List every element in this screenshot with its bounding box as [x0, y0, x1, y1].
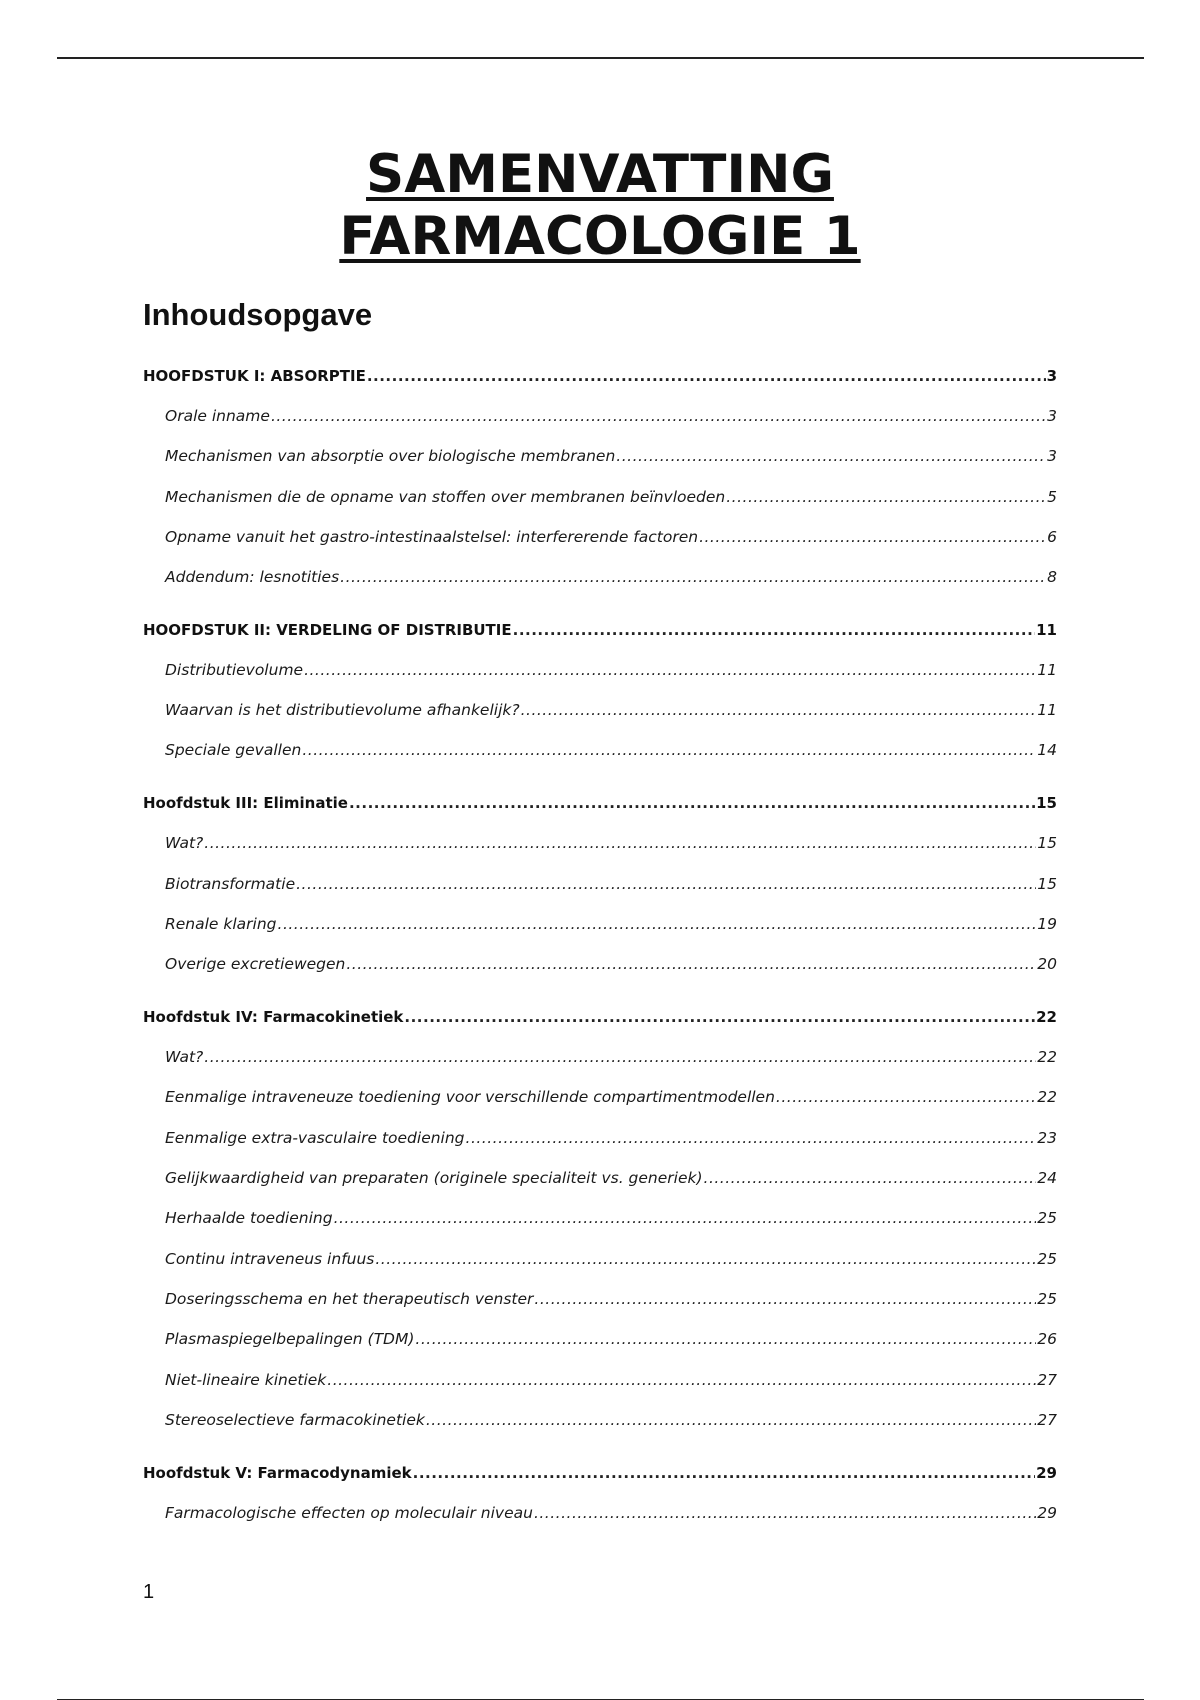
toc-leader-dots: [271, 405, 1046, 427]
toc-entry-label: Hoofdstuk III: Eliminatie: [143, 794, 348, 812]
toc-entry[interactable]: [165, 486, 1057, 508]
toc-heading: Inhoudsopgave: [143, 297, 373, 332]
toc-entry[interactable]: [165, 1409, 1057, 1431]
toc-entry-label: Distributievolume: [165, 661, 304, 679]
toc-entry-label: Niet-lineaire kinetiek: [165, 1371, 327, 1389]
toc-entry-page: 8: [1047, 568, 1057, 586]
toc-entry[interactable]: [165, 832, 1057, 854]
toc-entry-label: Mechanismen die de opname van stoffen over membranen beïnvloeden: [165, 488, 726, 506]
toc-entry-label: Mechanismen van absorptie over biologische membranen: [165, 447, 616, 465]
toc-entry-page: 15: [1037, 875, 1057, 893]
toc-entry[interactable]: [165, 1248, 1057, 1270]
toc-entry-label: Farmacologische effecten op moleculair niveau: [165, 1504, 533, 1522]
toc-entry[interactable]: [165, 953, 1057, 975]
toc-entry-chapter-2[interactable]: [143, 619, 1057, 641]
page-number: 1: [143, 1581, 155, 1603]
toc-entry-page: 26: [1037, 1330, 1057, 1348]
toc-entry-label: Renale klaring: [165, 915, 277, 933]
toc-entry[interactable]: [165, 1167, 1057, 1189]
toc-entry[interactable]: [165, 699, 1057, 721]
toc-entry-page: 29: [1037, 1504, 1057, 1522]
toc-leader-dots: [296, 873, 1036, 895]
toc-entry-chapter-3[interactable]: [143, 792, 1057, 814]
toc-entry[interactable]: [165, 739, 1057, 761]
toc-entry-page: 25: [1037, 1290, 1057, 1308]
document-title: [0, 144, 1200, 268]
toc-entry-label: Doseringsschema en het therapeutisch venster: [165, 1290, 534, 1308]
toc-entry-label: Stereoselectieve farmacokinetiek: [165, 1411, 425, 1429]
toc-entry[interactable]: [165, 1502, 1057, 1524]
toc-entry-label: Plasmaspiegelbepalingen (TDM): [165, 1330, 415, 1348]
toc-leader-dots: [367, 365, 1046, 387]
toc-entry-page: 22: [1036, 1008, 1057, 1026]
toc-leader-dots: [346, 953, 1036, 975]
toc-entry-label: Hoofdstuk IV: Farmacokinetiek: [143, 1008, 404, 1026]
toc-entry-page: 25: [1037, 1209, 1057, 1227]
toc-leader-dots: [415, 1328, 1036, 1350]
toc-entry[interactable]: [165, 659, 1057, 681]
toc-leader-dots: [404, 1006, 1035, 1028]
toc-entry-page: 5: [1047, 488, 1057, 506]
toc-entry-label: Eenmalige extra-vasculaire toediening: [165, 1129, 465, 1147]
toc-leader-dots: [426, 1409, 1036, 1431]
toc-entry-label: Orale inname: [165, 407, 270, 425]
toc-entry-page: 15: [1036, 794, 1057, 812]
toc-entry-label: Biotransformatie: [165, 875, 296, 893]
toc-leader-dots: [521, 699, 1037, 721]
toc-entry-page: 23: [1037, 1129, 1057, 1147]
toc-leader-dots: [534, 1288, 1036, 1310]
toc-entry-page: 29: [1036, 1464, 1057, 1482]
toc-entry[interactable]: [165, 445, 1057, 467]
toc-entry-page: 11: [1037, 661, 1057, 679]
toc-entry-label: Addendum: lesnotities: [165, 568, 340, 586]
toc-entry[interactable]: [165, 1328, 1057, 1350]
title-line-1: SAMENVATTING: [366, 144, 834, 205]
toc-entry-label: HOOFDSTUK II: VERDELING OF DISTRIBUTIE: [143, 621, 512, 639]
toc-entry-page: 6: [1047, 528, 1057, 546]
toc-leader-dots: [699, 526, 1046, 548]
toc-entry-label: Herhaalde toediening: [165, 1209, 333, 1227]
toc-leader-dots: [204, 832, 1036, 854]
toc-entry-label: Hoofdstuk V: Farmacodynamiek: [143, 1464, 412, 1482]
toc-leader-dots: [327, 1369, 1036, 1391]
toc-entry[interactable]: [165, 1046, 1057, 1068]
toc-entry-page: 22: [1037, 1088, 1057, 1106]
toc-entry-label: Waarvan is het distributievolume afhankelijk?: [165, 701, 520, 719]
toc-entry-label: HOOFDSTUK I: ABSORPTIE: [143, 367, 366, 385]
toc-leader-dots: [375, 1248, 1036, 1270]
toc-entry[interactable]: [165, 405, 1057, 427]
toc-entry-page: 3: [1046, 367, 1057, 385]
toc-entry-page: 3: [1047, 447, 1057, 465]
toc-entry-page: 3: [1047, 407, 1057, 425]
toc-entry-label: Wat?: [165, 1048, 204, 1066]
toc-entry-label: Speciale gevallen: [165, 741, 302, 759]
toc-entry-page: 24: [1037, 1169, 1057, 1187]
toc-leader-dots: [334, 1207, 1037, 1229]
toc-entry-page: 15: [1037, 834, 1057, 852]
toc-entry-chapter-1[interactable]: [143, 365, 1057, 387]
toc-leader-dots: [466, 1127, 1037, 1149]
toc-entry-page: 27: [1037, 1371, 1057, 1389]
toc-entry-label: Eenmalige intraveneuze toediening voor verschillende compartimentmodellen: [165, 1088, 775, 1106]
toc-leader-dots: [704, 1167, 1037, 1189]
toc-leader-dots: [349, 792, 1035, 814]
toc-entry[interactable]: [165, 1086, 1057, 1108]
toc-entry-page: 27: [1037, 1411, 1057, 1429]
toc-entry-chapter-4[interactable]: [143, 1006, 1057, 1028]
toc-leader-dots: [726, 486, 1046, 508]
toc-entry-page: 14: [1037, 741, 1057, 759]
toc-entry-label: Continu intraveneus infuus: [165, 1250, 375, 1268]
toc-leader-dots: [278, 913, 1037, 935]
toc-entry[interactable]: [165, 913, 1057, 935]
toc-leader-dots: [204, 1046, 1036, 1068]
toc-entry-page: 20: [1037, 955, 1057, 973]
toc-entry[interactable]: [165, 526, 1057, 548]
toc-entry[interactable]: [165, 1288, 1057, 1310]
toc-entry-page: 19: [1037, 915, 1057, 933]
toc-leader-dots: [413, 1462, 1035, 1484]
toc-entry-page: 22: [1037, 1048, 1057, 1066]
toc-entry[interactable]: [165, 1369, 1057, 1391]
toc-leader-dots: [340, 566, 1046, 588]
toc-entry[interactable]: [165, 1207, 1057, 1229]
toc-entry[interactable]: [165, 873, 1057, 895]
toc-entry-label: Overige excretiewegen: [165, 955, 346, 973]
toc-entry[interactable]: [165, 1127, 1057, 1149]
toc-entry-chapter-5[interactable]: [143, 1462, 1057, 1484]
toc-entry[interactable]: [165, 566, 1057, 588]
toc-leader-dots: [534, 1502, 1036, 1524]
toc-entry-label: Opname vanuit het gastro-intestinaalstelsel: interfererende factoren: [165, 528, 699, 546]
toc-leader-dots: [776, 1086, 1036, 1108]
toc-entry-page: 25: [1037, 1250, 1057, 1268]
title-line-2: FARMACOLOGIE 1: [339, 206, 861, 267]
toc-entry-label: Gelijkwaardigheid van preparaten (originele specialiteit vs. generiek): [165, 1169, 703, 1187]
toc-leader-dots: [302, 739, 1036, 761]
toc-leader-dots: [616, 445, 1046, 467]
toc-entry-label: Wat?: [165, 834, 204, 852]
toc-leader-dots: [513, 619, 1036, 641]
toc-entry-page: 11: [1037, 701, 1057, 719]
toc-leader-dots: [304, 659, 1036, 681]
toc-entry-page: 11: [1036, 621, 1057, 639]
header-rule: [57, 57, 1144, 59]
